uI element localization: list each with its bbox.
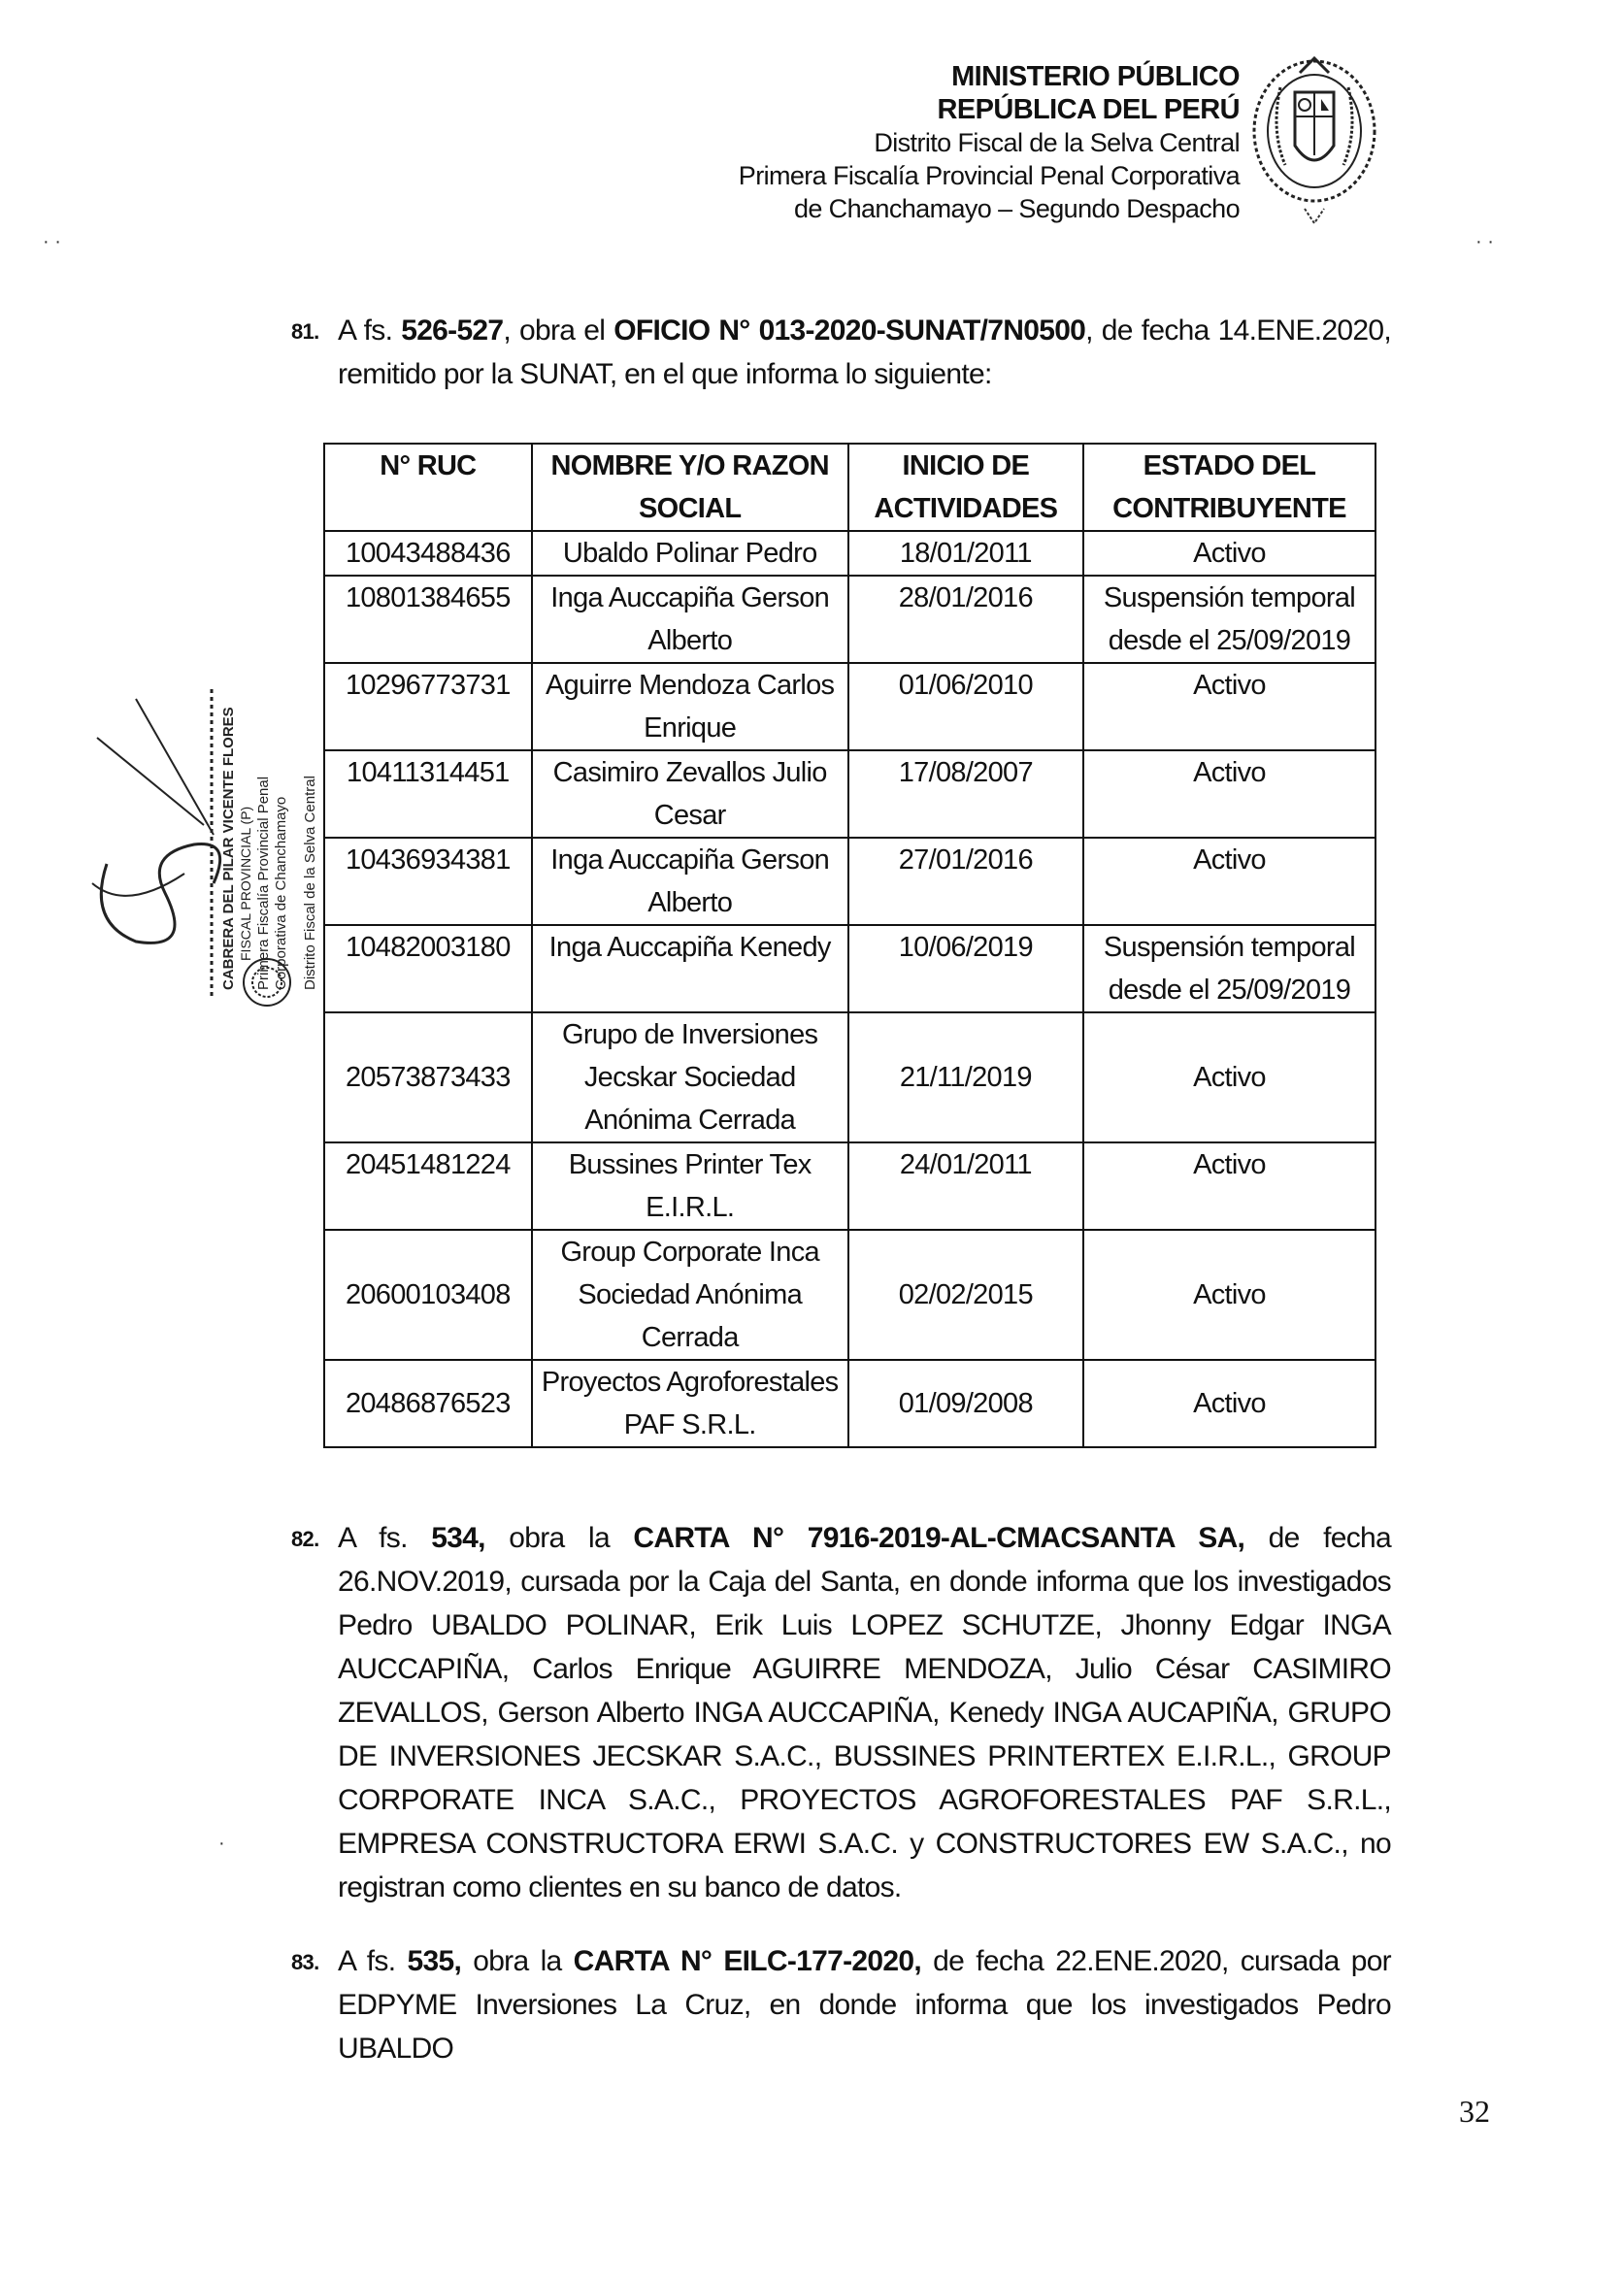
cell-status: Activo	[1083, 1142, 1375, 1230]
cell-name: Proyectos Agroforestales PAF S.R.L.	[532, 1360, 848, 1447]
cell-name: Grupo de Inversiones Jecskar Sociedad Anónima Cerrada	[532, 1012, 848, 1142]
cell-name: Ubaldo Polinar Pedro	[532, 531, 848, 576]
paragraph-82	[291, 1516, 1391, 1909]
paragraph-text: obra la	[484, 1522, 634, 1554]
table-row	[324, 1230, 1375, 1360]
paragraph-text: A fs.	[338, 1945, 408, 1977]
cell-name: Inga Auccapiña Gerson Alberto	[532, 576, 848, 663]
paragraph-text: de fecha 26.NOV.2019, cursada por la Caja del Santa, en donde informa que los investigados Pedro UBALDO POLINAR, Erik Luis LOPEZ SCHUTZE, Jhonny Edgar INGA AUCCAPIÑA, Carlos Enrique AGUIRRE MENDOZA, Julio César CASIMIRO ZEVALLOS, Gerson Alberto INGA AUCCAPIÑA, Kenedy INGA AUCAPIÑA, GRUPO DE INVERSIONES JECSKAR S.A.C., BUSSINES PRINTERTEX E.I.R.L., GROUP CORPORATE INCA S.A.C., PROYECTOS AGROFORESTALES PAF S.R.L., EMPRESA CONSTRUCTORA ERWI S.A.C. y CONSTRUCTORES EW S.A.C., no registran como clientes en su banco de datos.	[338, 1522, 1391, 1903]
cell-ruc: 10296773731	[324, 663, 532, 750]
document-reference: OFICIO N° 013-2020-SUNAT/7N0500	[613, 314, 1086, 347]
table-row	[324, 663, 1375, 750]
cell-ruc: 20573873433	[324, 1012, 532, 1142]
header-office-division: de Chanchamayo – Segundo Despacho	[793, 194, 1240, 223]
paragraph-number: 83.	[291, 1950, 319, 1974]
cell-start-date: 28/01/2016	[848, 576, 1083, 663]
paragraph-81	[291, 309, 1392, 396]
stamp-district: Distrito Fiscal de la Selva Central	[302, 776, 318, 990]
stamp-office-2: Corporativa de Chanchamayo	[273, 796, 289, 990]
column-header-start-date: INICIO DE ACTIVIDADES	[848, 444, 1083, 531]
table-row	[324, 1142, 1375, 1230]
scan-dot: · ·	[1475, 231, 1494, 252]
table-row	[324, 1360, 1375, 1447]
document-reference: CARTA N° EILC-177-2020,	[573, 1945, 921, 1977]
header-ministry: MINISTERIO PÚBLICO	[951, 61, 1240, 92]
stamp-name: CABRERA DEL PILAR VICENTE FLORES	[220, 707, 237, 990]
cell-start-date: 24/01/2011	[848, 1142, 1083, 1230]
cell-name: Bussines Printer Tex E.I.R.L.	[532, 1142, 848, 1230]
folio-reference: 534,	[431, 1522, 485, 1554]
cell-status: Activo	[1083, 838, 1375, 925]
fiscal-stamp-signature	[78, 670, 369, 1039]
page-number: 32	[1459, 2094, 1490, 2129]
cell-start-date: 01/06/2010	[848, 663, 1083, 750]
cell-status: Activo	[1083, 663, 1375, 750]
scan-dot: ·	[218, 1833, 225, 1854]
header-district: Distrito Fiscal de la Selva Central	[874, 128, 1240, 157]
table-row	[324, 531, 1375, 576]
paragraph-text: , obra el	[503, 314, 614, 347]
cell-name: Group Corporate Inca Sociedad Anónima Cerrada	[532, 1230, 848, 1360]
stamp-office: Primera Fiscalía Provincial Penal	[255, 776, 272, 990]
table-header-row	[324, 444, 1375, 531]
cell-status: Activo	[1083, 1012, 1375, 1142]
header-country: REPÚBLICA DEL PERÚ	[937, 94, 1240, 125]
cell-ruc: 10043488436	[324, 531, 532, 576]
paragraph-83	[291, 1939, 1391, 2070]
column-header-status: ESTADO DEL CONTRIBUYENTE	[1083, 444, 1375, 531]
column-header-ruc: N° RUC	[324, 444, 532, 531]
paragraph-text: , de fecha 14.ENE.2020, remitido por la SUNAT, en el que informa lo siguiente:	[338, 314, 1392, 390]
cell-start-date: 02/02/2015	[848, 1230, 1083, 1360]
paragraph-text: obra la	[461, 1945, 574, 1977]
cell-ruc: 20451481224	[324, 1142, 532, 1230]
table-row	[324, 576, 1375, 663]
table-row	[324, 1012, 1375, 1142]
cell-start-date: 17/08/2007	[848, 750, 1083, 838]
cell-status: Suspensión temporal desde el 25/09/2019	[1083, 576, 1375, 663]
header-office: Primera Fiscalía Provincial Penal Corporativa	[738, 161, 1240, 190]
cell-start-date: 27/01/2016	[848, 838, 1083, 925]
paragraph-number: 82.	[291, 1527, 319, 1551]
cell-start-date: 10/06/2019	[848, 925, 1083, 1012]
table-row	[324, 925, 1375, 1012]
coat-of-arms-seal-icon	[1242, 29, 1387, 252]
cell-name: Casimiro Zevallos Julio Cesar	[532, 750, 848, 838]
cell-status: Suspensión temporal desde el 25/09/2019	[1083, 925, 1375, 1012]
folio-reference: 535,	[407, 1945, 462, 1977]
cell-ruc: 20600103408	[324, 1230, 532, 1360]
document-header	[739, 60, 1240, 225]
folio-reference: 526-527	[401, 314, 504, 347]
cell-start-date: 01/09/2008	[848, 1360, 1083, 1447]
cell-status: Activo	[1083, 1230, 1375, 1360]
cell-ruc: 10801384655	[324, 576, 532, 663]
document-reference: CARTA N° 7916-2019-AL-CMACSANTA SA,	[633, 1522, 1245, 1554]
sunat-taxpayer-table	[323, 443, 1376, 1448]
cell-ruc: 10411314451	[324, 750, 532, 838]
scan-dot: · ·	[43, 231, 61, 252]
table-row	[324, 750, 1375, 838]
table-row	[324, 838, 1375, 925]
cell-name: Aguirre Mendoza Carlos Enrique	[532, 663, 848, 750]
cell-name: Inga Auccapiña Kenedy	[532, 925, 848, 1012]
cell-start-date: 21/11/2019	[848, 1012, 1083, 1142]
cell-ruc: 10482003180	[324, 925, 532, 1012]
paragraph-text: de fecha 22.ENE.2020, cursada por EDPYME Inversiones La Cruz, en donde informa que los investigados Pedro UBALDO	[338, 1945, 1391, 2065]
stamp-title: FISCAL PROVINCIAL (P)	[238, 806, 253, 961]
cell-name: Inga Auccapiña Gerson Alberto	[532, 838, 848, 925]
cell-status: Activo	[1083, 1360, 1375, 1447]
cell-status: Activo	[1083, 750, 1375, 838]
cell-ruc: 20486876523	[324, 1360, 532, 1447]
column-header-name: NOMBRE Y/O RAZON SOCIAL	[532, 444, 848, 531]
paragraph-text: A fs.	[338, 1522, 432, 1554]
cell-ruc: 10436934381	[324, 838, 532, 925]
cell-start-date: 18/01/2011	[848, 531, 1083, 576]
paragraph-text: A fs.	[338, 314, 402, 347]
cell-status: Activo	[1083, 531, 1375, 576]
paragraph-number: 81.	[291, 319, 319, 344]
